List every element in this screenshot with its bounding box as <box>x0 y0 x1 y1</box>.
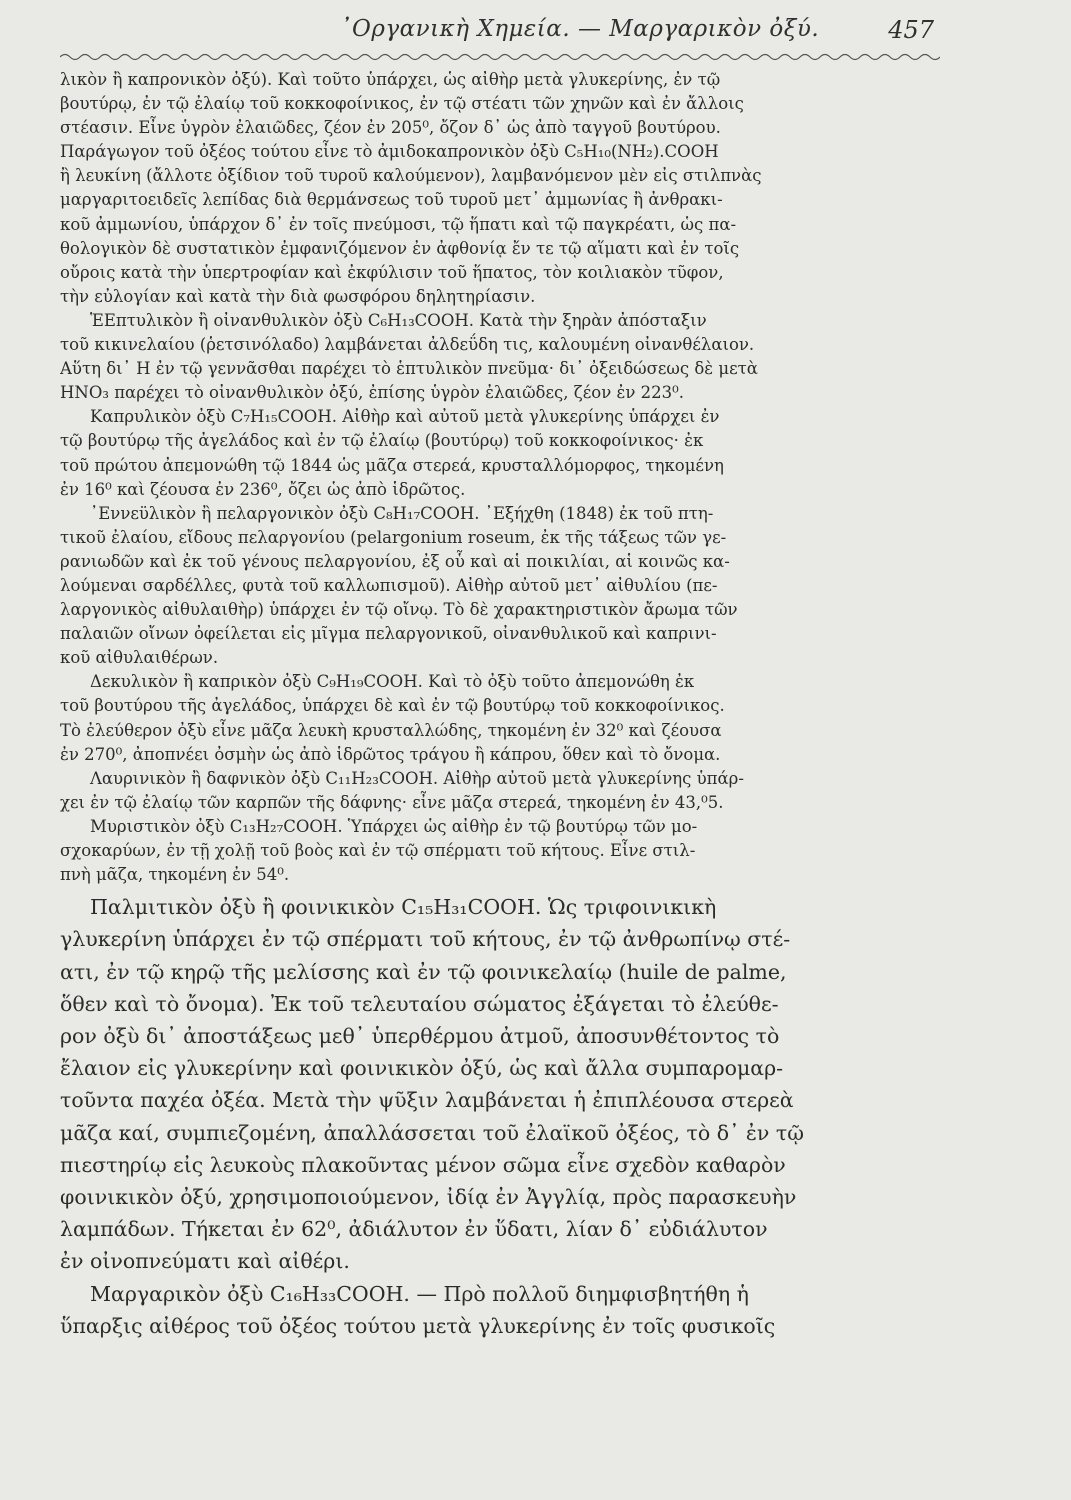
text-line: ἐν 16⁰ καὶ ζέουσα ἐν 236⁰, ὄζει ὡς ἀπὸ ἱδρῶτος. <box>60 479 466 499</box>
text-line: λαργονικὸς αἰθυλαιθὴρ) ὑπάρχει ἐν τῷ οἴνῳ. Τὸ δὲ χαρακτηριστικὸν ἄρωμα τῶν <box>60 600 738 620</box>
small-print-section <box>60 68 942 887</box>
text-line: θολογικὸν δὲ συστατικὸν ἐμφανιζόμενον ἐν ἀφθονίᾳ ἔν τε τῷ αἵματι καὶ ἐν τοῖς <box>60 238 740 258</box>
text-line: σχοκαρύων, ἐν τῇ χολῇ τοῦ βοὸς καὶ ἐν τῷ σπέρματι τοῦ κήτους. Εἶνε στιλ- <box>60 841 696 860</box>
text-line: μᾶζα καί, συμπιεζομένη, ἀπαλλάσσεται τοῦ ἐλαϊκοῦ ὀξέος, τὸ δ᾿ ἐν τῷ <box>60 1120 804 1145</box>
text-line: Τὸ ἐλεύθερον ὀξὺ εἶνε μᾶζα λευκὴ κρυσταλλώδης, τηκομένη ἐν 32⁰ καὶ ζέουσα <box>60 720 722 740</box>
text-line: λικὸν ἢ καπρονικὸν ὀξύ). Καὶ τοῦτο ὑπάρχει, ὡς αἰθὴρ μετὰ γλυκερίνης, ἐν τῷ <box>60 70 721 89</box>
text-line: φοινικικὸν ὀξύ, χρησιμοποιούμενον, ἰδίᾳ ἐν Ἀγγλίᾳ, πρὸς παρασκευὴν <box>60 1185 797 1210</box>
large-print-section <box>60 891 942 1342</box>
text-line: ἔλαιον εἰς γλυκερίνην καὶ φοινικικὸν ὀξύ, ὡς καὶ ἄλλα συμπαρομαρ- <box>60 1056 784 1081</box>
text-line: λαμπάδων. Τήκεται ἐν 62⁰, ἀδιάλυτον ἐν ὕδατι, λίαν δ᾿ εὐδιάλυτον <box>60 1217 768 1242</box>
text-line: οὔροις κατὰ τὴν ὑπερτροφίαν καὶ ἐκφύλισιν τοῦ ἥπατος, τὸν κοιλιακὸν τῦφον, <box>60 262 724 282</box>
margaric-acid-heading-line: Μαργαρικὸν ὀξὺ C₁₆H₃₃COOH. — Πρὸ πολλοῦ διημφισβητήθη ἡ <box>90 1281 749 1306</box>
text-line: ὅθεν καὶ τὸ ὄνομα). Ἐκ τοῦ τελευταίου σώματος ἐξάγεται τὸ ἐλεύθε- <box>60 991 779 1016</box>
text-line: Αὕτη δι᾿ H ἐν τῷ γεννᾶσθαι παρέχει τὸ ἑπτυλικὸν πνεῦμα· δι᾿ ὀξειδώσεως δὲ μετὰ <box>60 359 758 379</box>
palmitic-acid-heading-line: Παλμιτικὸν ὀξὺ ἢ φοινικικὸν C₁₅H₃₁COOH. Ὡς τριφοινικικὴ <box>90 895 717 920</box>
text-line: HNO₃ παρέχει τὸ οἰνανθυλικὸν ὀξύ, ἐπίσης ὑγρὸν ἐλαιῶδες, ζέον ἐν 223⁰. <box>60 383 684 403</box>
heptylic-acid-heading-line: ἙΕπτυλικὸν ἢ οἰνανθυλικὸν ὀξὺ C₆H₁₃COOH. Κατὰ τὴν ξηρὰν ἀπόσταξιν <box>90 310 707 330</box>
text-line: ἐν οἰνοπνεύματι καὶ αἰθέρι. <box>60 1249 350 1274</box>
text-line: ἐν 270⁰, ἀποπνέει ὀσμὴν ὡς ἀπὸ ἱδρῶτος τράγου ἢ κάπρου, ὅθεν καὶ τὸ ὄνομα. <box>60 744 721 764</box>
text-line: πιεστηρίῳ εἰς λευκοὺς πλακοῦντας μένον σῶμα εἶνε σχεδὸν καθαρὸν <box>60 1152 786 1177</box>
page-header <box>60 12 940 48</box>
lauric-acid-heading-line: Λαυρινικὸν ἢ δαφνικὸν ὀξὺ C₁₁H₂₃COOH. Αἰθὴρ αὐτοῦ μετὰ γλυκερίνης ὑπάρ- <box>90 768 744 788</box>
text-line: τικοῦ ἐλαίου, εἴδους πελαργονίου (pelargonium roseum, ἐκ τῆς τάξεως τῶν γε- <box>60 527 727 547</box>
text-line: στέασιν. Εἶνε ὑγρὸν ἐλαιῶδες, ζέον ἐν 205⁰, ὄζον δ᾿ ὡς ἀπὸ ταγγοῦ βουτύρου. <box>60 118 721 138</box>
text-line: βουτύρῳ, ἐν τῷ ἐλαίῳ τοῦ κοκκοφοίνικος, ἐν τῷ στέατι τῶν χηνῶν καὶ ἐν ἄλλοις <box>60 94 744 114</box>
text-line: τοῦ πρώτου ἀπεμονώθη τῷ 1844 ὡς μᾶζα στερεά, κρυσταλλόμορφος, τηκομένη <box>60 455 724 475</box>
capric-acid-heading-line: Δεκυλικὸν ἢ καπρικὸν ὀξὺ C₉H₁₉COOH. Καὶ τὸ ὀξὺ τοῦτο ἀπεμονώθη ἐκ <box>90 672 695 692</box>
wavy-header-rule <box>60 50 940 64</box>
text-line: γλυκερίνη ὑπάρχει ἐν τῷ σπέρματι τοῦ κήτους, ἐν τῷ ἀνθρωπίνῳ στέ- <box>60 927 791 952</box>
text-line: ὕπαρξις αἰθέρος τοῦ ὀξέος τούτου μετὰ γλυκερίνης ἐν τοῖς φυσικοῖς <box>60 1313 776 1338</box>
text-line: τοῦντα παχέα ὀξέα. Μετὰ τὴν ψῦξιν λαμβάνεται ἡ ἐπιπλέουσα στερεὰ <box>60 1088 794 1113</box>
text-line: ἢ λευκίνη (ἄλλοτε ὀξίδιον τοῦ τυροῦ καλούμενον), λαμβανόμενον μὲν εἰς στιλπνὰς <box>60 166 762 186</box>
caprylic-acid-heading-line: Καπρυλικὸν ὀξὺ C₇H₁₅COOH. Αἰθὴρ καὶ αὐτοῦ μετὰ γλυκερίνης ὑπάρχει ἐν <box>90 407 720 427</box>
pelargonic-acid-heading-line: ᾿Εννεϋλικὸν ἢ πελαργονικὸν ὀξὺ C₈H₁₇COOH. ᾿Εξήχθη (1848) ἐκ τοῦ πτη- <box>90 503 714 523</box>
text-line: Παράγωγον τοῦ ὀξέος τούτου εἶνε τὸ ἀμιδοκαπρονικὸν ὀξὺ C₅H₁₀(NH₂).COOH <box>60 142 719 162</box>
text-line: τῷ βουτύρῳ τῆς ἀγελάδος καὶ ἐν τῷ ἐλαίῳ (βουτύρῳ) τοῦ κοκκοφοίνικος· ἐκ <box>60 431 704 451</box>
myristic-acid-heading-line: Μυριστικὸν ὀξὺ C₁₃H₂₇COOH. Ὑπάρχει ὡς αἰθὴρ ἐν τῷ βουτύρῳ τῶν μο- <box>90 816 698 836</box>
text-line: τοῦ βουτύρου τῆς ἀγελάδος, ὑπάρχει δὲ καὶ ἐν τῷ βουτύρῳ τοῦ κοκκοφοίνικος. <box>60 696 725 716</box>
text-line: ατι, ἐν τῷ κηρῷ τῆς μελίσσης καὶ ἐν τῷ φοινικελαίῳ (huile de palme, <box>60 959 787 984</box>
page-number: 457 <box>888 16 934 44</box>
text-line: κοῦ αἰθυλαιθέρων. <box>60 648 219 668</box>
text-line: μαργαριτοειδεῖς λεπίδας διὰ θερμάνσεως τοῦ τυροῦ μετ᾿ ἀμμωνίας ἢ ἀνθρακι- <box>60 190 723 210</box>
text-line: κοῦ ἀμμωνίου, ὑπάρχον δ᾿ ἐν τοῖς πνεύμοσι, τῷ ἥπατι καὶ τῷ παγκρέατι, ὡς πα- <box>60 214 737 234</box>
text-line: τὴν εὐλογίαν καὶ κατὰ τὴν διὰ φωσφόρου δηλητηρίασιν. <box>60 286 536 306</box>
running-title: ᾿Οργανικὴ Χημεία. — Μαργαρικὸν ὀξύ. <box>340 16 820 42</box>
page-body <box>60 68 942 1342</box>
text-line: τοῦ κικινελαίου (ῥετσινόλαδο) λαμβάνεται ἀλδεΰδη τις, καλουμένη οἰνανθέλαιον. <box>60 335 755 355</box>
text-line: λούμεναι σαρδέλλες, φυτὰ τοῦ καλλωπισμοῦ). Αἰθὴρ αὐτοῦ μετ᾿ αἰθυλίου (πε- <box>60 575 718 595</box>
text-line: χει ἐν τῷ ἐλαίῳ τῶν καρπῶν τῆς δάφνης· εἶνε μᾶζα στερεά, τηκομένη ἐν 43,⁰5. <box>60 792 724 812</box>
text-line: ρον ὀξὺ δι᾿ ἀποστάξεως μεθ᾿ ὑπερθέρμου ἀτμοῦ, ἀποσυνθέτοντος τὸ <box>60 1024 780 1048</box>
text-line: πνὴ μᾶζα, τηκομένη ἐν 54⁰. <box>60 865 290 885</box>
text-line: παλαιῶν οἴνων ὀφείλεται εἰς μῖγμα πελαργονικοῦ, οἰνανθυλικοῦ καὶ καπρινι- <box>60 624 717 644</box>
text-line: ρανιωδῶν καὶ ἐκ τοῦ γένους πελαργονίου, ἐξ οὗ καὶ αἱ ποικιλίαι, αἱ κοινῶς κα- <box>60 551 730 571</box>
